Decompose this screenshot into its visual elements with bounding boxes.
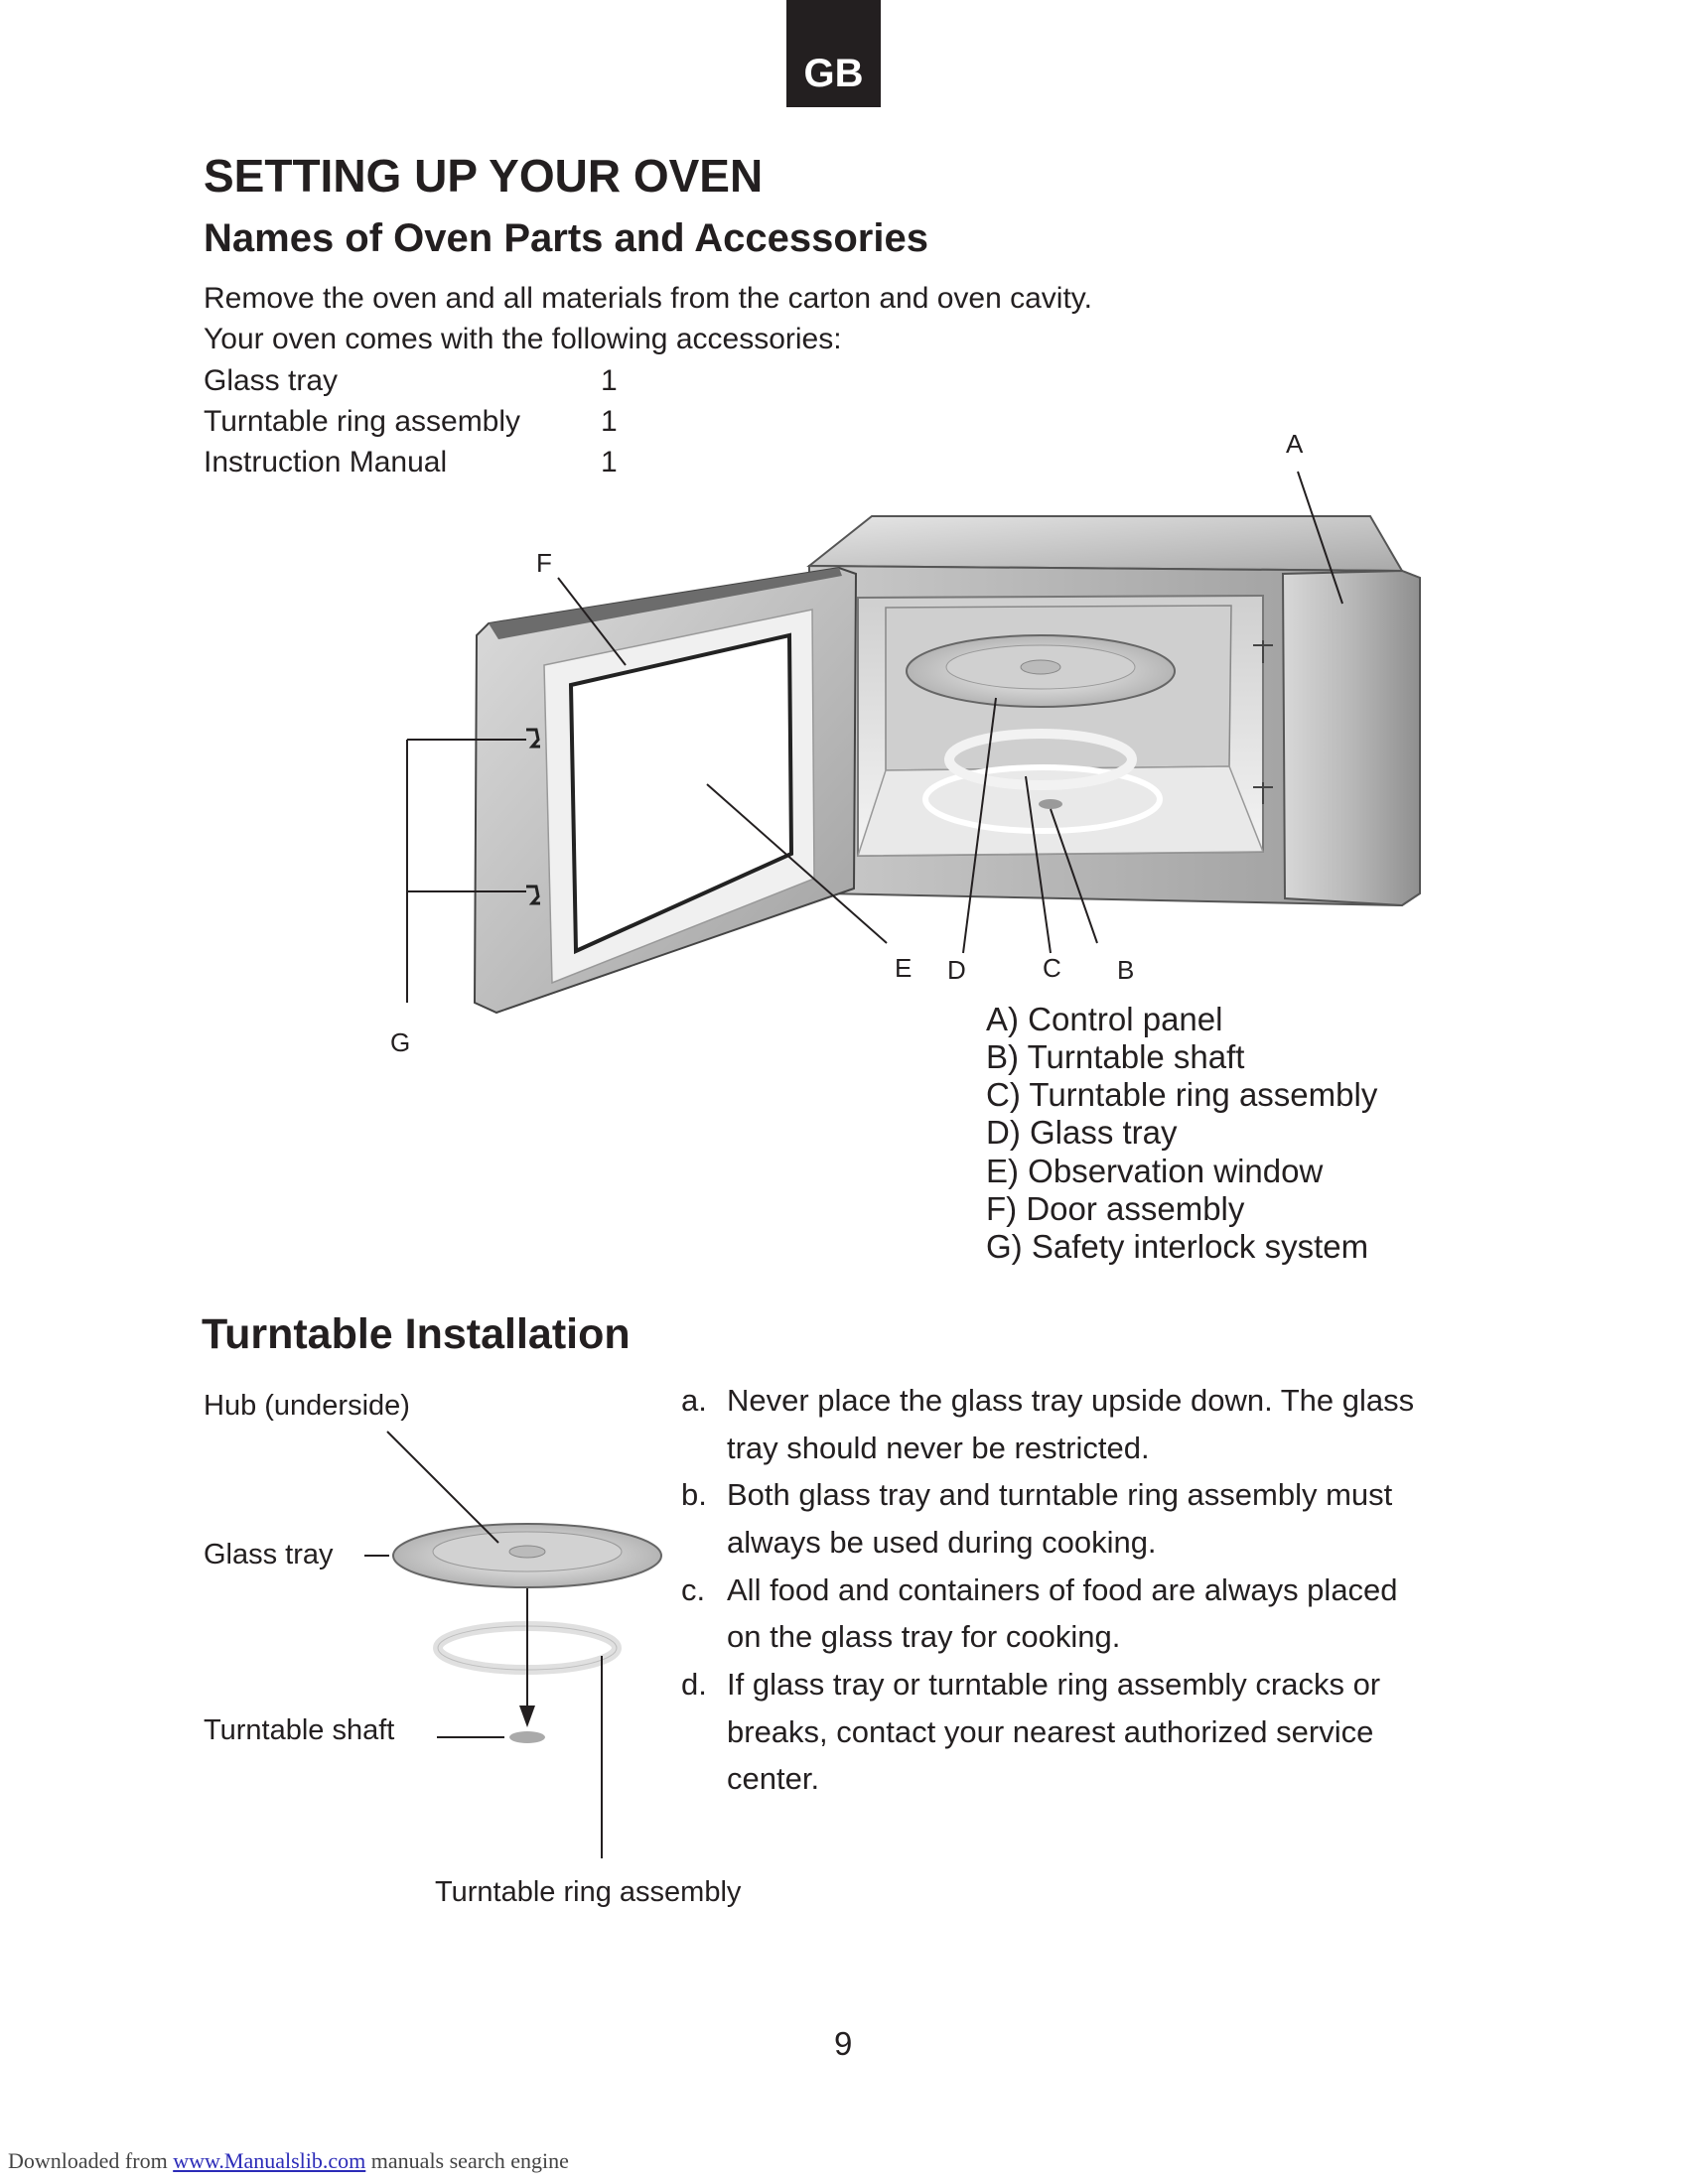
manualslib-link[interactable]: www.Manualslib.com — [173, 2148, 366, 2173]
step-text: tray should never be restricted. — [727, 1431, 1150, 1465]
step-text: Never place the glass tray upside down. The glass — [727, 1383, 1415, 1418]
step-text: on the glass tray for cooking. — [727, 1619, 1121, 1654]
step-item — [681, 1477, 1392, 1513]
page-number: 9 — [834, 2025, 853, 2062]
step-item — [681, 1383, 1414, 1419]
badge-text: GB — [803, 52, 864, 95]
step-text: always be used during cooking. — [727, 1525, 1157, 1560]
step-letter: a. — [681, 1383, 707, 1418]
step-item — [681, 1572, 1398, 1608]
intro-line-2: Your oven comes with the following accessories: — [204, 323, 842, 355]
turntable-heading: Turntable Installation — [202, 1310, 631, 1358]
label-f: F — [536, 548, 552, 578]
step-text: If glass tray or turntable ring assembly cracks or — [727, 1667, 1381, 1702]
legend-item: B) Turntable shaft — [986, 1038, 1245, 1075]
label-c: C — [1043, 953, 1061, 983]
label-d: D — [947, 955, 966, 985]
label-b: B — [1117, 955, 1135, 985]
step-letter: c. — [681, 1572, 706, 1607]
shaft-label: Turntable shaft — [204, 1714, 395, 1746]
label-g: G — [390, 1027, 411, 1057]
oven-top — [809, 516, 1402, 571]
legend-item: E) Observation window — [986, 1153, 1324, 1189]
arrow-down-icon — [519, 1706, 535, 1727]
legend-item: D) Glass tray — [986, 1114, 1178, 1151]
glass-tray-label: Glass tray — [204, 1539, 334, 1570]
control-panel — [1283, 571, 1420, 905]
step-letter: d. — [681, 1667, 707, 1702]
ring-label: Turntable ring assembly — [435, 1876, 742, 1908]
legend-item: F) Door assembly — [986, 1190, 1245, 1227]
turntable-shaft — [1039, 799, 1062, 809]
hub-label: Hub (underside) — [204, 1390, 410, 1422]
section-subtitle: Names of Oven Parts and Accessories — [204, 216, 928, 260]
shaft-drawing — [509, 1731, 545, 1743]
step-text: All food and containers of food are always placed — [727, 1572, 1398, 1607]
legend-item: A) Control panel — [986, 1001, 1223, 1037]
step-text: Both glass tray and turntable ring assembly must — [727, 1477, 1393, 1512]
turntable-diagram — [364, 1432, 661, 1858]
intro-line-1: Remove the oven and all materials from the carton and oven cavity. — [204, 282, 1092, 315]
accessory-qty: 1 — [601, 446, 618, 478]
accessory-name: Instruction Manual — [204, 446, 448, 478]
download-footer — [8, 2148, 569, 2174]
page-title: SETTING UP YOUR OVEN — [204, 150, 764, 202]
accessory-name: Turntable ring assembly — [204, 405, 521, 438]
label-a: A — [1286, 429, 1304, 459]
legend-item: C) Turntable ring assembly — [986, 1076, 1378, 1113]
legend-item: G) Safety interlock system — [986, 1228, 1369, 1265]
footer-suffix: manuals search engine — [365, 2148, 569, 2173]
step-item — [681, 1667, 1380, 1703]
footer-prefix: Downloaded from — [8, 2148, 174, 2173]
accessory-qty: 1 — [601, 405, 618, 438]
step-text: breaks, contact your nearest authorized service — [727, 1714, 1374, 1749]
label-e: E — [895, 953, 913, 983]
step-letter: b. — [681, 1477, 707, 1512]
step-text: center. — [727, 1761, 820, 1796]
accessory-qty: 1 — [601, 364, 618, 397]
accessory-name: Glass tray — [204, 364, 339, 397]
